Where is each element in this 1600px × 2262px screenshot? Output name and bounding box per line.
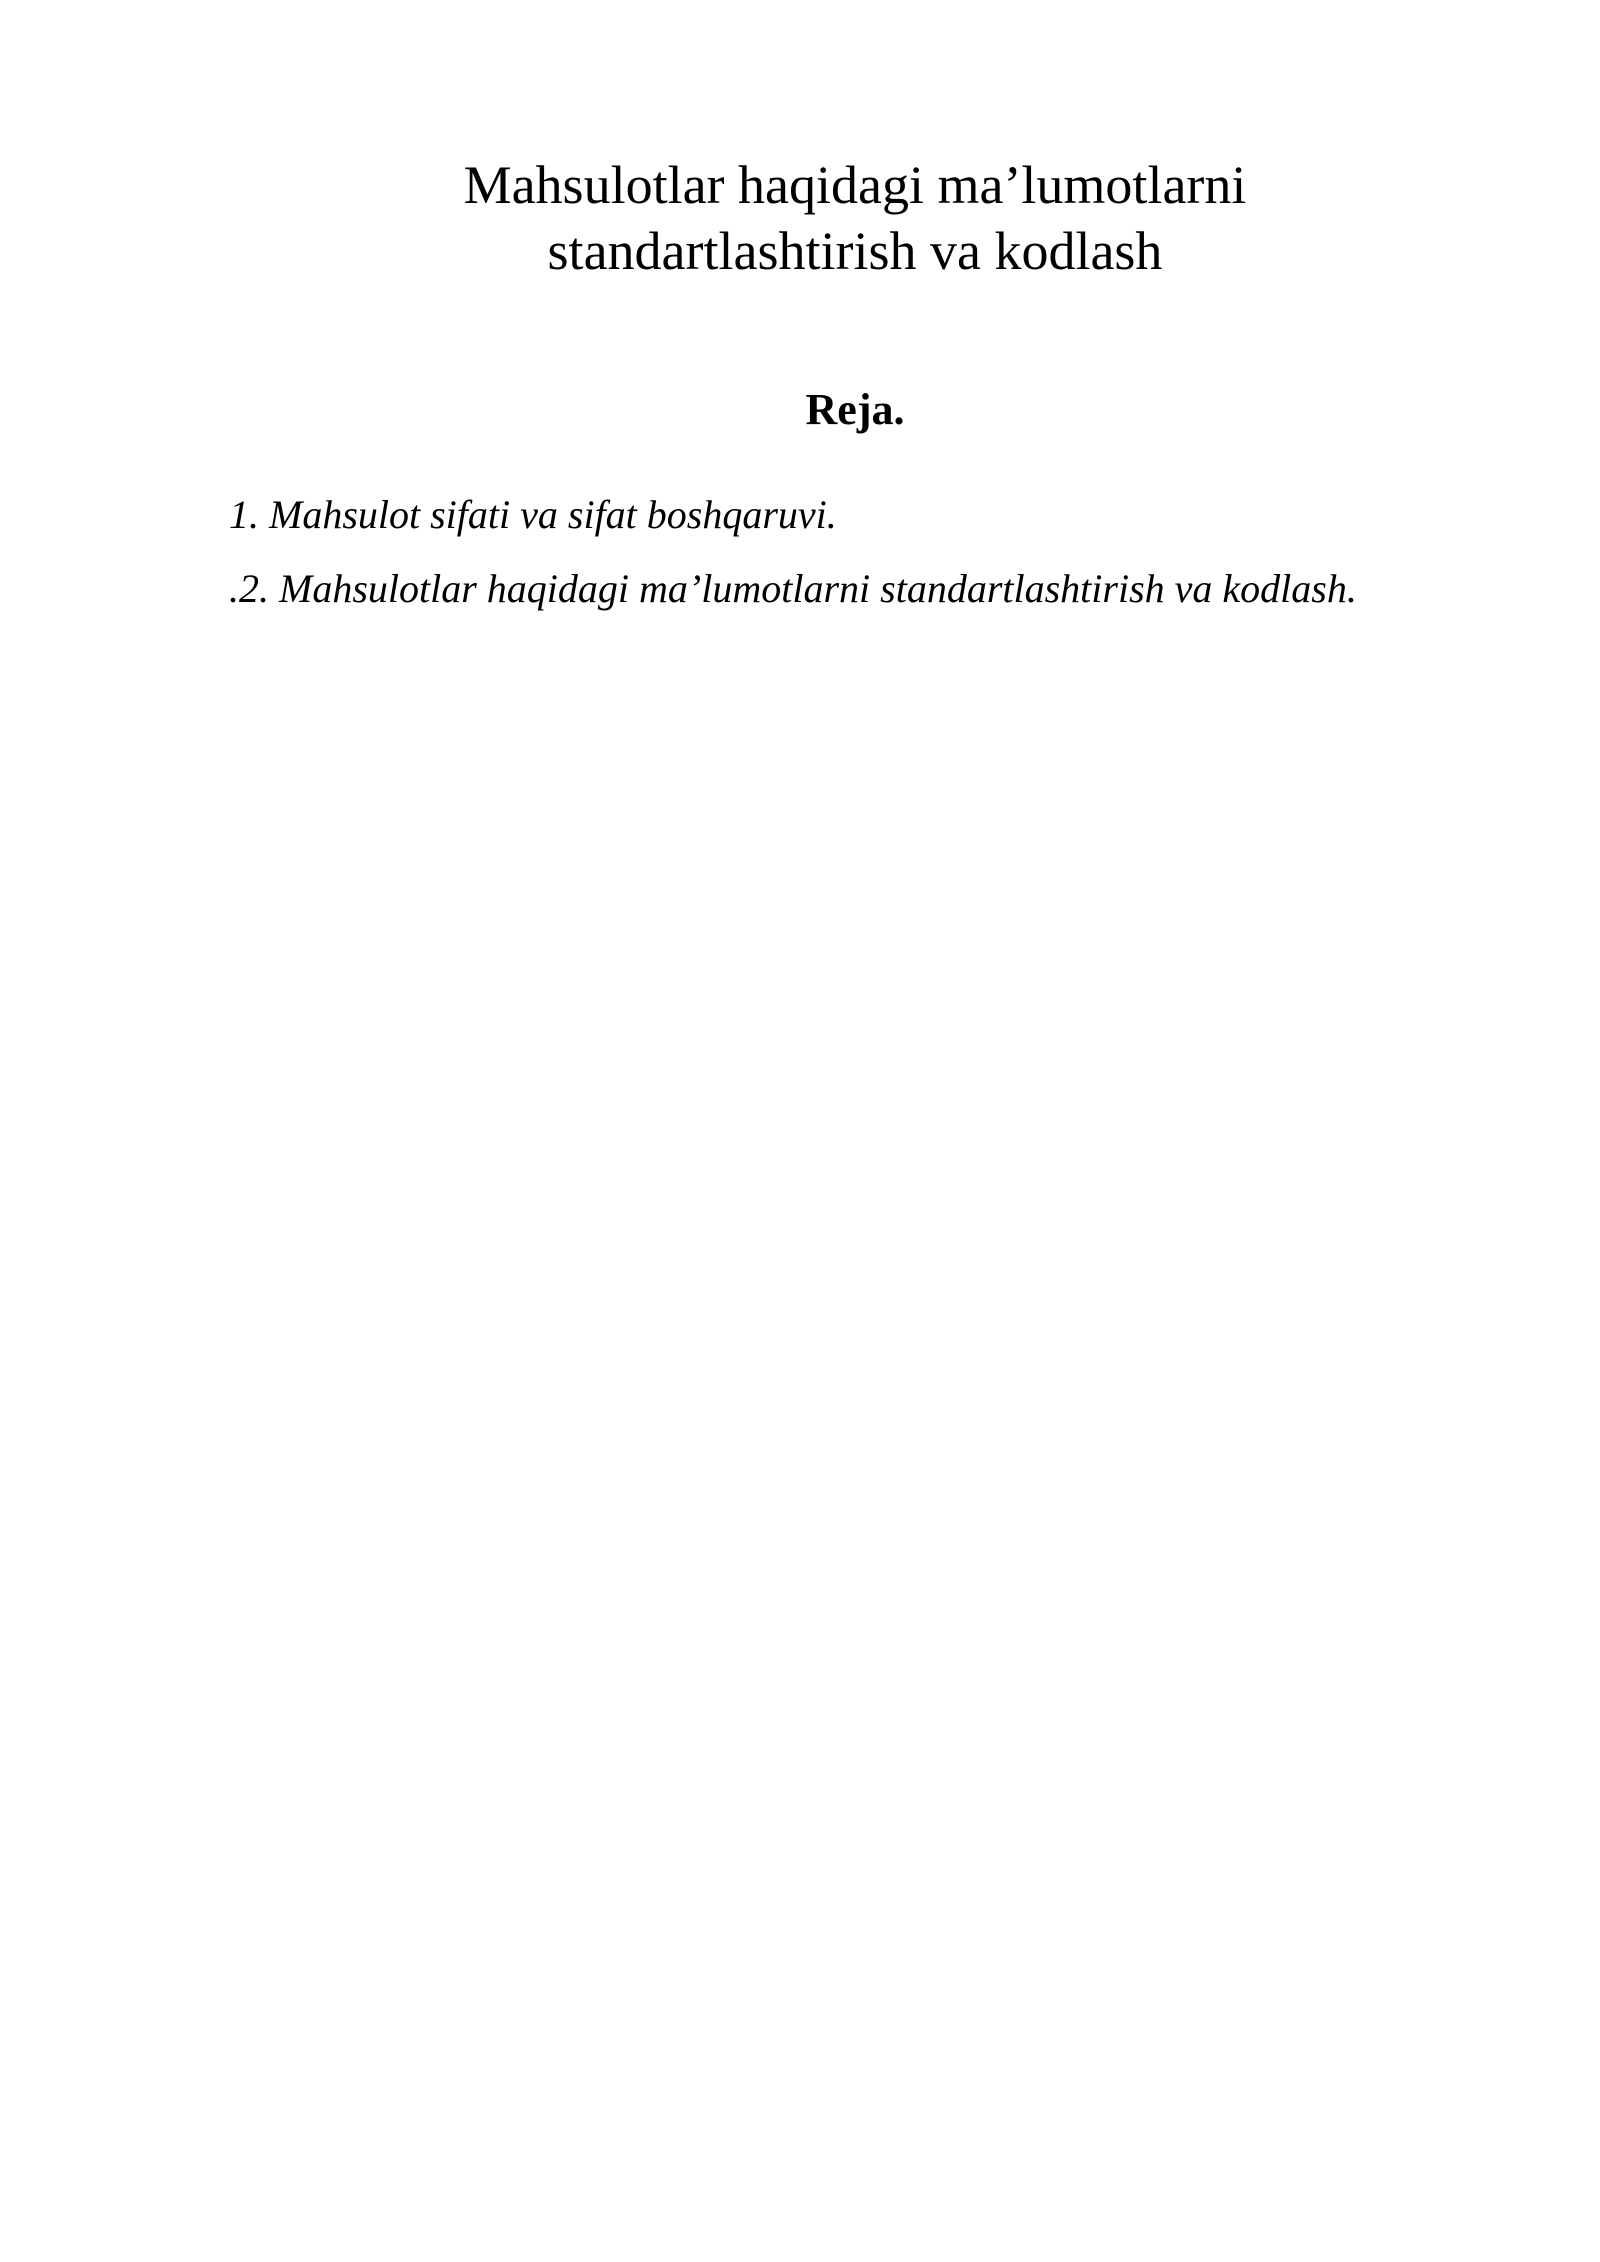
title-line-2: standartlashtirish va kodlash <box>547 221 1163 281</box>
title-line-1: Mahsulotlar haqidagi ma’lumotlarni <box>463 155 1247 215</box>
plan-item-2: .2. Mahsulotlar haqidagi ma’lumotlarni standartlashtirish va kodlash. <box>229 566 1357 611</box>
plan-heading: Reja. <box>805 385 905 434</box>
document-title <box>330 152 1380 284</box>
plan-item-1: 1. Mahsulot sifati va sifat boshqaruvi. <box>229 492 837 537</box>
plan-list <box>229 490 1357 614</box>
